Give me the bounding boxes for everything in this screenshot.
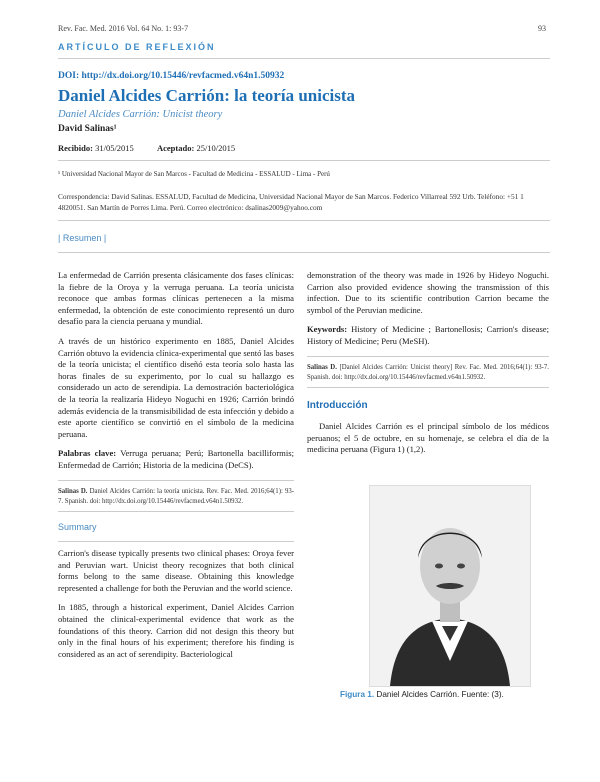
figure-caption-label: Figura 1. bbox=[340, 690, 375, 699]
summary-heading: Summary bbox=[58, 521, 97, 532]
dates-rule bbox=[58, 160, 550, 161]
correspondence: Correspondencia: David Salinas. ESSALUD, Facultad de Medicina, Universidad Nacional Mayor de San Marcos. Federico Villarreal 592 Urb. Teléfono: +51 1 4820051. San Martín de Porres Lima. Perú. Correo electrónico: dsalinas2009@yahoo.com bbox=[58, 192, 524, 212]
accepted-value: 25/10/2015 bbox=[196, 143, 236, 153]
doi-link[interactable]: DOI: http://dx.doi.org/10.15446/revfacmed.v64n1.50932 bbox=[58, 71, 285, 81]
article-title: Daniel Alcides Carrión: la teoría unicista bbox=[58, 86, 356, 105]
journal-header: Rev. Fac. Med. 2016 Vol. 64 No. 1: 93-7 bbox=[58, 24, 189, 33]
section-label: ARTÍCULO DE REFLEXIÓN bbox=[58, 42, 216, 52]
keywords-text: History of Medicine ; Bartonellosis; Carrion's disease; History of Medicine; Peru (MeSH). bbox=[307, 324, 549, 346]
keywords-label: Keywords: bbox=[307, 324, 348, 335]
citation-rule bbox=[307, 387, 549, 388]
resumen-paragraph: La enfermedad de Carrión presenta clásicamente dos fases clínicas: la fiebre de la Oroya y la verruga peruana. La teoría unicista reconoce que ambas formas clínicas pertenecen a la misma enfermedad, la obtención de este conocimiento representó un duro desafío para la ciencia peruana y mundial. bbox=[58, 270, 294, 327]
article-subtitle: Daniel Alcides Carrión: Unicist theory bbox=[58, 109, 223, 120]
citation-es-text: Daniel Alcides Carrión: la teoría unicista. Rev. Fac. Med. 2016;64(1): 93-7. Spanish. doi: http://dx.doi.org/10.15446/revfacmed.v64n1.50932. bbox=[58, 487, 295, 505]
resumen-rule bbox=[58, 252, 550, 253]
citation-es bbox=[58, 487, 294, 507]
intro-heading: Introducción bbox=[307, 399, 368, 411]
figure-caption-text: Daniel Alcides Carrión. Fuente: (3). bbox=[376, 690, 504, 699]
citation-en-author: Salinas D. bbox=[307, 363, 337, 371]
citation-en bbox=[307, 363, 549, 383]
left-column bbox=[58, 270, 294, 668]
figure-caption bbox=[340, 690, 504, 699]
received-date bbox=[58, 143, 134, 153]
summary-paragraph: Carrion's disease typically presents two clinical phases: Oroya fever and Peruvian wart. Unicist theory recognizes that both clinical forms belong to the same disease. Obtaining this knowledge represented a challenge for both the Peruvian and the world science. bbox=[58, 548, 294, 593]
resumen-heading: | Resumen | bbox=[58, 233, 107, 243]
received-value: 31/05/2015 bbox=[95, 143, 134, 153]
palabras-text: Verruga peruana; Perú; Bartonella bacilliformis; Enfermedad de Carrión; Historia de la medicina (DeCS). bbox=[58, 448, 294, 470]
citation-es-author: Salinas D. bbox=[58, 487, 88, 495]
summary-paragraph: In 1885, through a historical experiment, Daniel Alcides Carrion obtained the clinical-experimental evidence that work as the foundations of this theory. Carrion did not design this theory but only in the final hours of his experiment; therefore his finding is considered as an act of serendipity. Bacteriological bbox=[58, 602, 294, 659]
page-number: 93 bbox=[538, 24, 546, 33]
intro-paragraph: Daniel Alcides Carrión es el principal símbolo de los médicos peruanos; el 5 de octubre, en su homenaje, se celebra el día de la medicina peruana (Figura 1) (1,2). bbox=[307, 421, 549, 455]
palabras-label: Palabras clave: bbox=[58, 448, 117, 459]
author-name: David Salinas¹ bbox=[58, 124, 117, 134]
summary-rule bbox=[58, 541, 294, 542]
citation-rule bbox=[58, 511, 294, 512]
citation-rule bbox=[58, 480, 294, 481]
citation-en-text: [Daniel Alcides Carrión: Unicist theory] Rev. Fac. Med. 2016;64(1): 93-7. Spanish. doi: http://dx.doi.org/10.15446/revfacmed.v64n1.50932. bbox=[307, 363, 549, 381]
citation-rule bbox=[307, 356, 549, 357]
accepted-date bbox=[157, 143, 235, 153]
portrait-icon bbox=[370, 486, 530, 686]
received-label: Recibido: bbox=[58, 143, 93, 153]
palabras-clave bbox=[58, 448, 294, 471]
keywords bbox=[307, 324, 549, 347]
correspondence-rule bbox=[58, 220, 550, 221]
right-column bbox=[307, 270, 549, 464]
section-rule bbox=[58, 58, 550, 59]
portrait-figure bbox=[369, 485, 531, 687]
accepted-label: Aceptado: bbox=[157, 143, 195, 153]
affiliation: ¹ Universidad Nacional Mayor de San Marcos - Facultad de Medicina - ESSALUD - Lima - Perú bbox=[58, 170, 330, 178]
resumen-paragraph: A través de un histórico experimento en 1885, Daniel Alcides Carrión obtuvo la evidencia clínica-experimental que sentó las bases de la teoría unicista; el científico diseñó esta teoría solo hasta las horas finales de su experimento, por lo cual su hallazgo es considerado un acto de serendipia. La demostración bacteriológica de la teoría la realizaría Hideyo Noguchi en 1926; Carrión brindó además evidencia de la transmisibilidad de esta infección y debido a este aporte científico se convirtió en el símbolo de la medicina peruana. bbox=[58, 335, 294, 439]
summary-paragraph-cont: demonstration of the theory was made in 1926 by Hideyo Noguchi. Carrion also provided evidence showing the transmission of this infection. Due to its scientific contribution Carrion became the symbol of the Peruvian medicine. bbox=[307, 270, 549, 315]
